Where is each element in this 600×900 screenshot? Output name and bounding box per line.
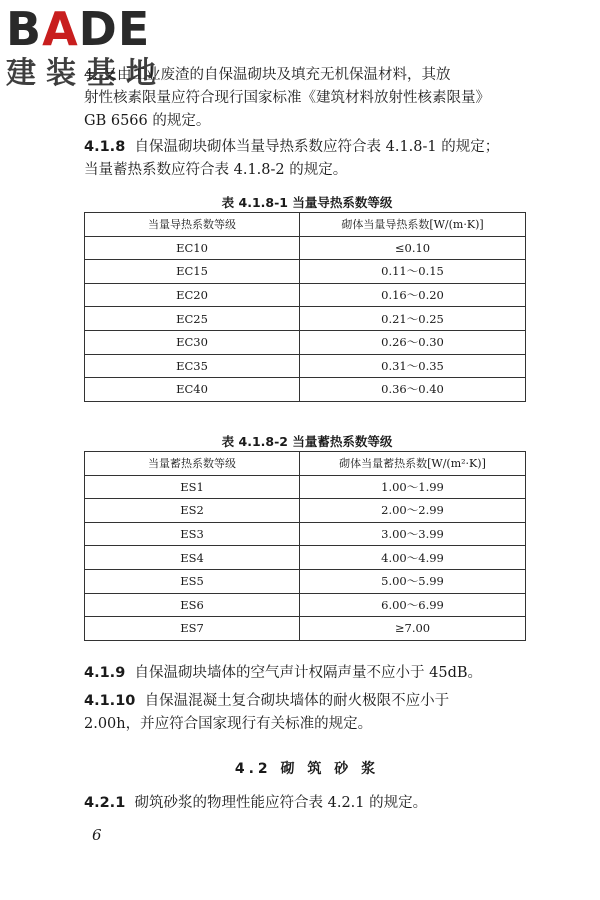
grade-cell: EC20 bbox=[85, 283, 300, 307]
value-cell: 0.36～0.40 bbox=[300, 378, 526, 402]
grade-cell: EC35 bbox=[85, 354, 300, 378]
clause-number: 4.1.10 bbox=[84, 693, 136, 709]
clause-number: 4.1.8 bbox=[84, 139, 126, 155]
logo-brand-text: BADE bbox=[6, 2, 151, 56]
table-row bbox=[85, 569, 526, 593]
grade-cell: ES7 bbox=[85, 617, 300, 641]
table-row bbox=[85, 283, 526, 307]
value-cell: 6.00～6.99 bbox=[300, 593, 526, 617]
clause-number: 4.1.9 bbox=[84, 665, 126, 681]
table-row bbox=[85, 330, 526, 354]
clause-number: 4.2.1 bbox=[84, 795, 126, 811]
paragraph-text: 自保温砌块墙体的空气声计权隔声量不应小于 45dB。 bbox=[134, 665, 483, 681]
value-cell: 3.00～3.99 bbox=[300, 522, 526, 546]
value-cell: 0.21～0.25 bbox=[300, 307, 526, 331]
table-row bbox=[85, 307, 526, 331]
grade-cell: ES6 bbox=[85, 593, 300, 617]
table-row bbox=[85, 617, 526, 641]
table-row bbox=[85, 236, 526, 260]
grade-cell: EC15 bbox=[85, 260, 300, 284]
grade-cell: ES3 bbox=[85, 522, 300, 546]
page-number: 6 bbox=[92, 826, 102, 844]
paragraph-line: GB 6566 的规定。 bbox=[84, 113, 211, 129]
paragraph-line: 射性核素限量应符合现行国家标准《建筑材料放射性核素限量》 bbox=[84, 90, 490, 106]
table-row bbox=[85, 522, 526, 546]
value-cell: 4.00～4.99 bbox=[300, 546, 526, 570]
paragraph-text: 自保温混凝土复合砌块墙体的耐火极限不应小于 bbox=[144, 693, 450, 709]
paragraph-text: 砌筑砂浆的物理性能应符合表 4.2.1 的规定。 bbox=[134, 795, 428, 811]
table-row bbox=[85, 546, 526, 570]
paragraph-line: 当量蓄热系数应符合表 4.1.8-2 的规定。 bbox=[84, 162, 348, 178]
table-row bbox=[85, 260, 526, 284]
grade-cell: ES1 bbox=[85, 475, 300, 499]
value-cell: 0.16～0.20 bbox=[300, 283, 526, 307]
grade-cell: ES2 bbox=[85, 499, 300, 523]
table-row bbox=[85, 354, 526, 378]
value-cell: 0.31～0.35 bbox=[300, 354, 526, 378]
grade-cell: ES4 bbox=[85, 546, 300, 570]
grade-cell: EC30 bbox=[85, 330, 300, 354]
value-cell: 0.26～0.30 bbox=[300, 330, 526, 354]
paragraph-line: 4. 又由工业废渣的自保温砌块及填充无机保温材料，其放 bbox=[84, 67, 451, 83]
paragraph-4-2-1 bbox=[84, 792, 530, 815]
table-header-cell: 当量蓄热系数等级 bbox=[85, 452, 300, 476]
value-cell: 5.00～5.99 bbox=[300, 569, 526, 593]
section-title: 4.2 砌 筑 砂 浆 bbox=[234, 761, 380, 777]
value-cell: 2.00～2.99 bbox=[300, 499, 526, 523]
table2-caption: 表 4.1.8-2 当量蓄热系数等级 bbox=[221, 434, 393, 449]
paragraph-line: 2.00h，并应符合国家现行有关标准的规定。 bbox=[84, 716, 373, 732]
value-cell: ≥7.00 bbox=[300, 617, 526, 641]
table-header-row bbox=[85, 213, 526, 237]
paragraph-text: 自保温砌块砌体当量导热系数应符合表 4.1.8-1 的规定； bbox=[134, 139, 500, 155]
heat-storage-table bbox=[84, 451, 526, 641]
table1-caption: 表 4.1.8-1 当量导热系数等级 bbox=[221, 195, 393, 210]
table-header-cell: 砌体当量导热系数[W/(m·K)] bbox=[300, 213, 526, 237]
grade-cell: EC10 bbox=[85, 236, 300, 260]
table-row bbox=[85, 378, 526, 402]
table-row bbox=[85, 499, 526, 523]
grade-cell: EC25 bbox=[85, 307, 300, 331]
paragraph-4-1-10 bbox=[84, 690, 530, 736]
value-cell: ≤0.10 bbox=[300, 236, 526, 260]
table-header-cell: 当量导热系数等级 bbox=[85, 213, 300, 237]
paragraph-radioactivity bbox=[84, 64, 530, 133]
value-cell: 1.00～1.99 bbox=[300, 475, 526, 499]
logo-sub-text: 建装基地 bbox=[6, 56, 166, 91]
grade-cell: EC40 bbox=[85, 378, 300, 402]
table-row bbox=[85, 475, 526, 499]
table-header-row bbox=[85, 452, 526, 476]
paragraph-4-1-9 bbox=[84, 662, 530, 685]
grade-cell: ES5 bbox=[85, 569, 300, 593]
paragraph-4-1-8 bbox=[84, 136, 530, 182]
value-cell: 0.11～0.15 bbox=[300, 260, 526, 284]
table-row bbox=[85, 593, 526, 617]
thermal-conductivity-table bbox=[84, 212, 526, 402]
table-header-cell: 砌体当量蓄热系数[W/(m²·K)] bbox=[300, 452, 526, 476]
